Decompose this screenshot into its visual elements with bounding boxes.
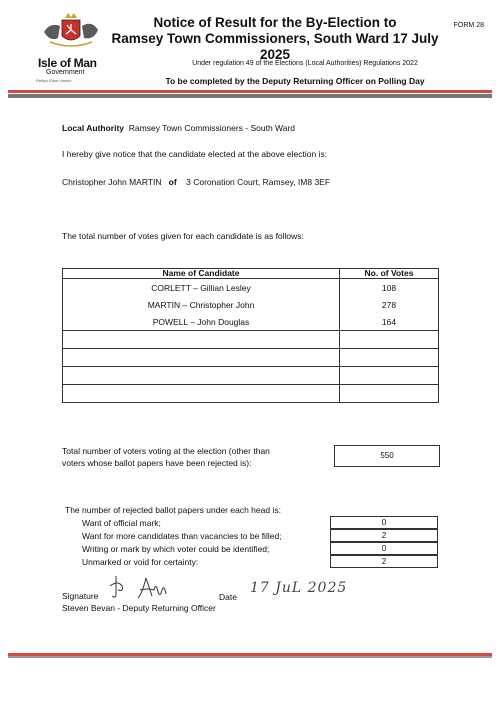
- form-number: FORM 28: [453, 22, 484, 29]
- table-row-empty: [63, 385, 439, 403]
- table-row: [63, 313, 439, 331]
- rejected-item-label: Want for more candidates than vacancies to be filled;: [82, 531, 282, 541]
- total-voters-value: 550: [334, 445, 440, 467]
- table-row: [63, 296, 439, 313]
- handwritten-signature-icon: [108, 572, 186, 602]
- logo-subtitle: Government: [46, 69, 85, 76]
- officer-name: Steven Bevan - Deputy Returning Officer: [62, 603, 216, 613]
- candidates-table: [62, 268, 439, 403]
- signature-label: Signature: [62, 591, 99, 601]
- table-header-row: [63, 269, 439, 279]
- instruction-note: To be completed by the Deputy Returning Officer on Polling Day: [165, 76, 425, 86]
- candidate-votes: 108: [340, 279, 439, 297]
- isle-of-man-crest-icon: [40, 12, 102, 54]
- column-header-votes: No. of Votes: [340, 269, 439, 279]
- local-authority-label: Local Authority: [62, 123, 125, 133]
- header-divider-grey: [8, 94, 492, 98]
- candidate-name: MARTIN – Christopher John: [63, 296, 340, 313]
- total-voters-label-line1: Total number of voters voting at the election (other than: [62, 446, 270, 456]
- table-row-empty: [63, 367, 439, 385]
- total-voters-label-line2: voters whose ballot papers have been rejected is):: [62, 458, 252, 468]
- rejected-item-value: 2: [330, 529, 438, 542]
- local-authority-row: [62, 123, 295, 133]
- notice-text: I hereby give notice that the candidate elected at the above election is:: [62, 149, 328, 159]
- regulation-note: Under regulation 49 of the Elections (Local Authorities) Regulations 2022: [192, 60, 418, 67]
- rejected-item-value: 2: [330, 555, 438, 568]
- table-row-empty: [63, 349, 439, 367]
- rejected-item-label: Want of official mark;: [82, 518, 161, 528]
- rejected-item-label: Writing or mark by which voter could be identified;: [82, 544, 270, 554]
- date-label: Date: [219, 592, 237, 602]
- column-header-name: Name of Candidate: [63, 269, 340, 279]
- rejected-intro: The number of rejected ballot papers under each head is:: [65, 505, 281, 515]
- rejected-item-value: 0: [330, 516, 438, 529]
- candidate-name: CORLETT – Gillian Lesley: [63, 279, 340, 297]
- candidate-name: POWELL – John Douglas: [63, 313, 340, 331]
- candidate-votes: 164: [340, 313, 439, 331]
- rejected-list: [82, 517, 282, 569]
- candidate-votes: 278: [340, 296, 439, 313]
- logo-motto: Reiltys Ellan Vannin: [36, 78, 72, 83]
- footer-divider-grey: [8, 656, 492, 658]
- table-row-empty: [63, 331, 439, 349]
- elected-address: 3 Coronation Court, Ramsey, IM8 3EF: [186, 177, 331, 187]
- local-authority-value: Ramsey Town Commissioners - South Ward: [128, 123, 296, 133]
- header-divider-red: [8, 90, 492, 93]
- table-row: [63, 279, 439, 297]
- rejected-item-value: 0: [330, 542, 438, 555]
- handwritten-date: 17 JuL 2025: [250, 580, 348, 596]
- votes-intro: The total number of votes given for each candidate is as follows:: [62, 231, 304, 241]
- total-voters-label: [62, 445, 270, 469]
- elected-name: Christopher John MARTIN: [62, 177, 162, 187]
- page-title-line2: Ramsey Town Commissioners, South Ward 17 July 2025: [111, 31, 439, 62]
- logo-text: Isle of Man: [38, 56, 97, 70]
- rejected-item-label: Unmarked or void for certainty:: [82, 557, 199, 567]
- page-title-line1: Notice of Result for the By-Election to: [153, 15, 397, 30]
- of-label: of: [168, 177, 177, 187]
- elected-row: [62, 177, 330, 187]
